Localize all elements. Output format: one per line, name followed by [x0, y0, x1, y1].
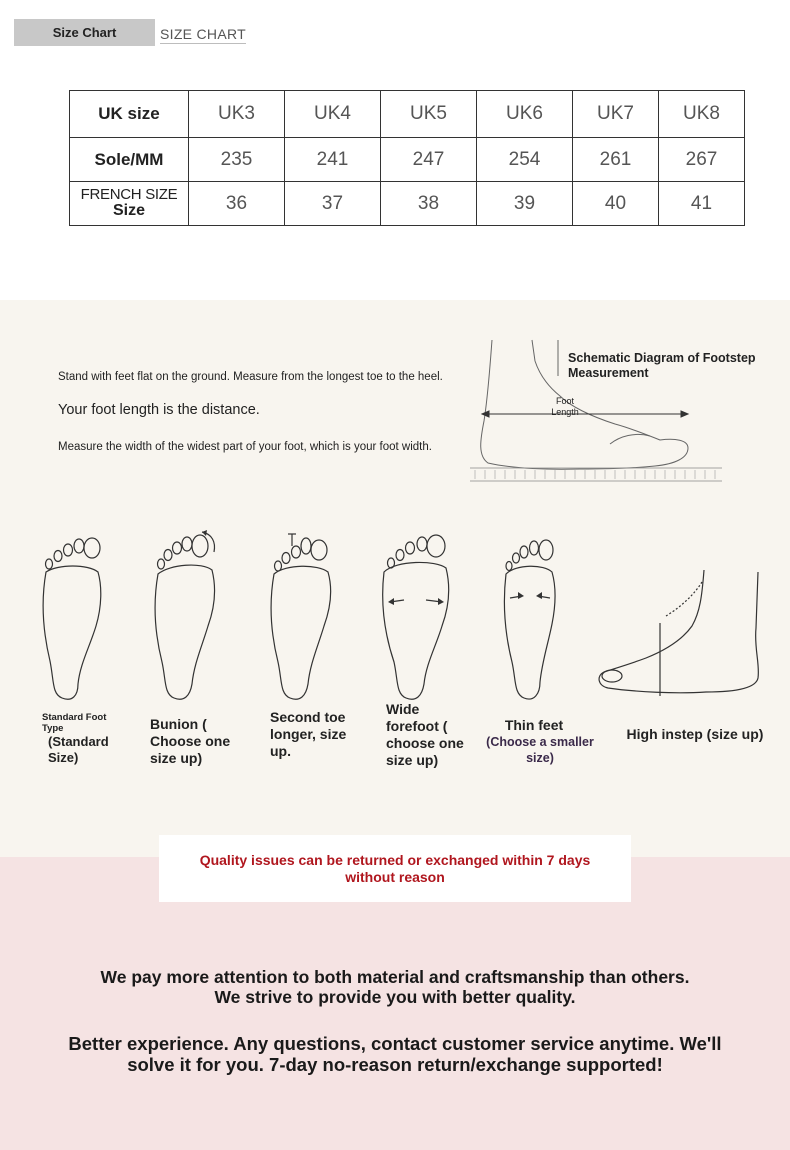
- diagram-title: Schematic Diagram of Footstep Measurement: [568, 351, 756, 380]
- instruction-1: Stand with feet flat on the ground. Measure from the longest toe to the heel.: [58, 371, 443, 383]
- arrow-left-icon: [388, 598, 394, 605]
- cell-uk: UK4: [285, 91, 381, 138]
- bunion-foot-icon: [150, 530, 222, 704]
- row-header-uk: UK size: [70, 91, 189, 138]
- service-message: Better experience. Any questions, contact customer service anytime. We'll solve it for you. 7-day no-reason return/exchange supported!: [68, 1033, 722, 1075]
- row-header-sole: Sole/MM: [70, 138, 189, 182]
- size-chart-tab[interactable]: Size Chart: [14, 19, 155, 46]
- instruction-3: Measure the width of the widest part of your foot, which is your foot width.: [58, 441, 432, 453]
- row-header-french-line1: FRENCH SIZE: [80, 186, 178, 204]
- cell-sole: 267: [659, 138, 745, 182]
- size-chart-subtitle: SIZE CHART: [160, 25, 246, 42]
- row-header-french: [70, 182, 189, 226]
- cell-french: 39: [477, 182, 573, 226]
- cell-french: 36: [189, 182, 285, 226]
- ruler: [470, 468, 722, 481]
- cell-sole: 247: [381, 138, 477, 182]
- cell-uk: UK7: [573, 91, 659, 138]
- cell-french: 37: [285, 182, 381, 226]
- cell-uk: UK8: [659, 91, 745, 138]
- cell-french: 40: [573, 182, 659, 226]
- foot-length-label: Foot Length: [551, 396, 579, 417]
- quality-notice-text: Quality issues can be returned or exchanged within 7 days without reason: [199, 851, 591, 885]
- instruction-2: Your foot length is the distance.: [58, 402, 260, 418]
- thin-feet-sub-label: (Choose a smaller size): [486, 735, 594, 765]
- cell-sole: 235: [189, 138, 285, 182]
- bunion-label: Bunion ( Choose one size up): [150, 716, 231, 766]
- row-header-french-line2: Size: [112, 201, 145, 219]
- quality-notice: [159, 835, 631, 902]
- measure-section: [0, 300, 790, 857]
- cell-sole: 241: [285, 138, 381, 182]
- second-toe-foot-icon: [266, 532, 336, 704]
- arrow-in-right-icon: [536, 592, 542, 599]
- wide-forefoot-icon: [380, 530, 452, 704]
- arrow-in-left-icon: [518, 592, 524, 599]
- table-row-sole: [70, 138, 745, 182]
- cell-sole: 261: [573, 138, 659, 182]
- arrow-right-icon: [438, 598, 444, 605]
- standard-foot-label: Standard Foot Type: [42, 712, 107, 734]
- standard-foot-icon: [38, 536, 106, 704]
- cell-french: 38: [381, 182, 477, 226]
- header: [14, 19, 246, 46]
- thin-feet-label: Thin feet: [504, 717, 564, 733]
- size-table: [69, 90, 745, 226]
- cell-french: 41: [659, 182, 745, 226]
- high-instep-icon: [596, 568, 764, 698]
- table-row-uk: [70, 91, 745, 138]
- cell-uk: UK6: [477, 91, 573, 138]
- quality-message: We pay more attention to both material and craftsmanship than others. We strive to provide you with better quality.: [100, 967, 690, 1007]
- thin-foot-icon: [498, 536, 562, 704]
- cell-uk: UK5: [381, 91, 477, 138]
- table-row-french: [70, 182, 745, 226]
- standard-size-label: (Standard Size): [48, 734, 109, 765]
- wide-forefoot-label: Wide forefoot ( choose one size up): [386, 701, 464, 768]
- high-instep-label: High instep (size up): [626, 726, 764, 742]
- cell-uk: UK3: [189, 91, 285, 138]
- ruler-ticks: [475, 470, 715, 479]
- second-toe-label: Second toe longer, size up.: [270, 709, 347, 759]
- cell-sole: 254: [477, 138, 573, 182]
